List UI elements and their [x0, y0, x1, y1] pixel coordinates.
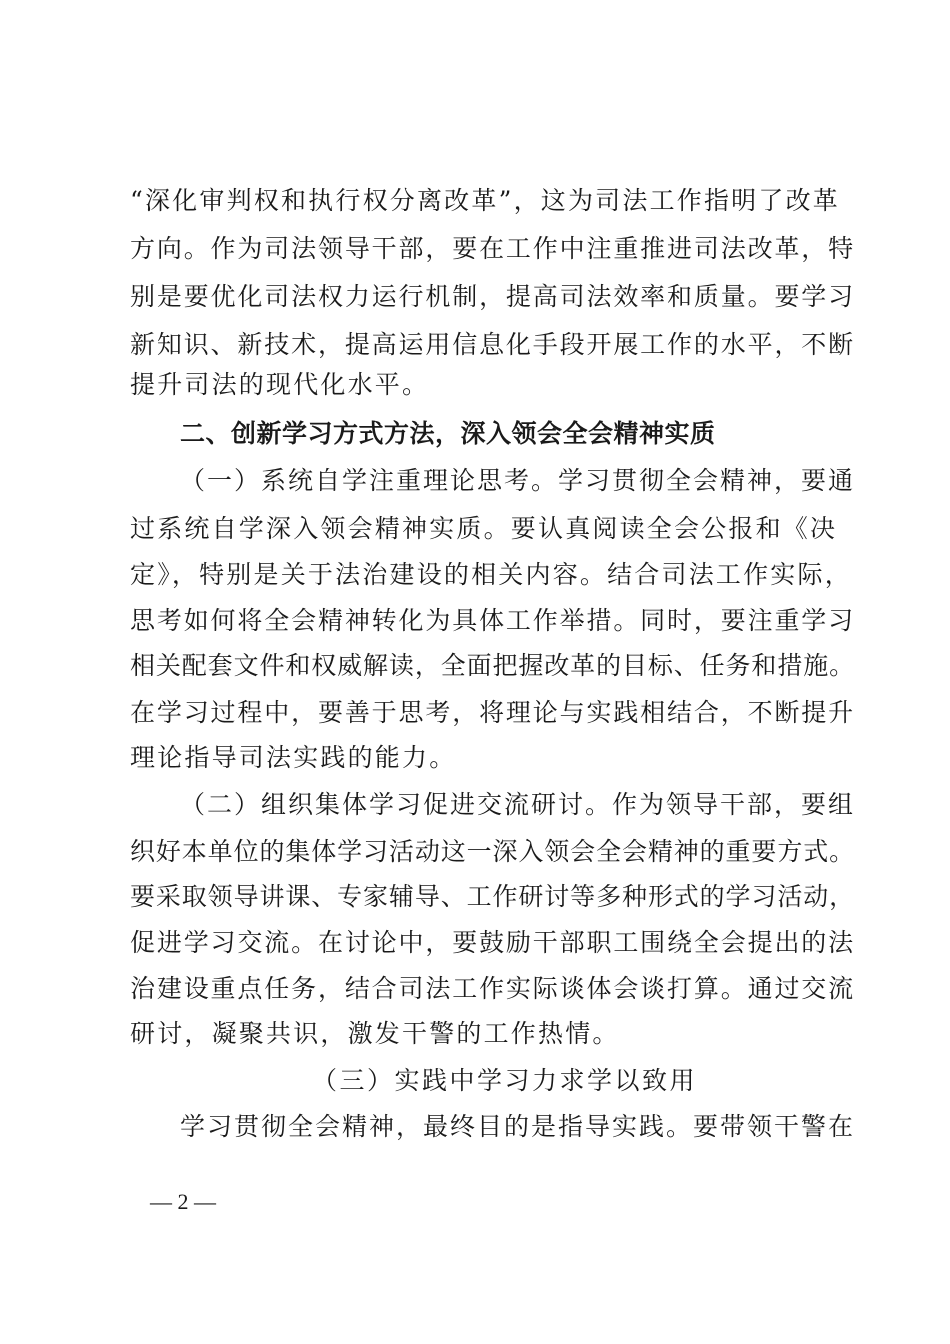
body-text-line: 治建设重点任务，结合司法工作实际谈体会谈打算。通过交流	[130, 974, 855, 1003]
body-text-line: 在学习过程中，要善于思考，将理论与实践相结合，不断提升	[130, 698, 855, 727]
body-text-line: 过系统自学深入领会精神实质。要认真阅读全会公报和《决	[130, 514, 838, 543]
body-text-line: 促进学习交流。在讨论中，要鼓励干部职工围绕全会提出的法	[130, 928, 855, 957]
body-text-line: 定》，特别是关于法治建设的相关内容。结合司法工作实际，	[130, 560, 852, 589]
paragraph-heading-line: （二）组织集体学习促进交流研讨。作为领导干部，要组	[180, 790, 855, 819]
body-text-line: 相关配套文件和权威解读，全面把握改革的目标、任务和措施。	[130, 651, 855, 680]
body-text-line: “深化审判权和执行权分离改革”，这为司法工作指明了改革	[130, 186, 840, 215]
body-text-line: 要采取领导讲课、专家辅导、工作研讨等多种形式的学习活动，	[130, 882, 855, 911]
body-text-line: 别是要优化司法权力运行机制，提高司法效率和质量。要学习	[130, 282, 855, 311]
page-number: — 2 —	[150, 1189, 216, 1214]
body-text-line: 学习贯彻全会精神，最终目的是指导实践。要带领干警在	[180, 1112, 855, 1141]
paragraph-heading-line: （一）系统自学注重理论思考。学习贯彻全会精神，要通	[180, 466, 855, 495]
body-text-line: 方向。作为司法领导干部，要在工作中注重推进司法改革，特	[130, 234, 855, 263]
body-text-line: 理论指导司法实践的能力。	[130, 743, 457, 772]
body-text-line: 思考如何将全会精神转化为具体工作举措。同时，要注重学习	[130, 606, 855, 635]
body-text-line: 研讨，凝聚共识，激发干警的工作热情。	[130, 1019, 620, 1048]
body-text-line: 新知识、新技术，提高运用信息化手段开展工作的水平，不断	[130, 330, 855, 359]
subsection-heading: （三）实践中学习力求学以致用	[312, 1066, 698, 1095]
body-text-line: 提升司法的现代化水平。	[130, 370, 430, 399]
body-text-line: 织好本单位的集体学习活动这一深入领会全会精神的重要方式。	[130, 837, 855, 866]
section-heading: 二、创新学习方式方法，深入领会全会精神实质	[180, 419, 716, 448]
